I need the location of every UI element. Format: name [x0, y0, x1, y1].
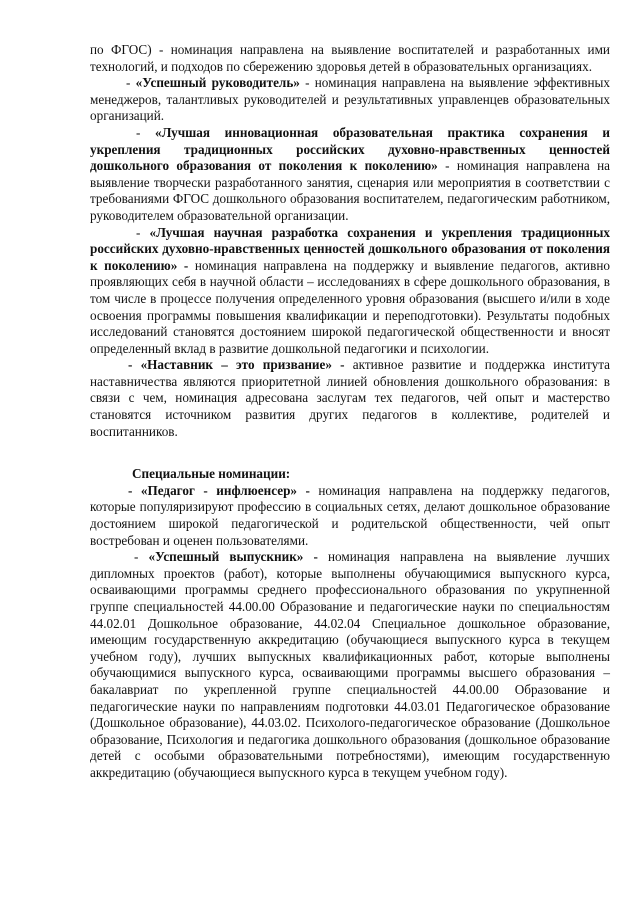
- nomination-title: «Лучшая инновационная образовательная практика сохранения и укрепления традиционных российских духовно-нравственных ценностей дошкольного образования от поколения к поколению»: [90, 124, 610, 174]
- nomination-description: - номинация направлена на выявление эффективных менеджеров, талантливых руководителей и результативных управленцев образовательных организаций.: [90, 75, 610, 124]
- nomination-dash: -: [134, 549, 149, 565]
- special-nominations-heading: Специальные номинации:: [132, 466, 291, 482]
- nomination-title: «Успешный выпускник» -: [148, 549, 318, 565]
- nomination-dash: -: [136, 124, 156, 140]
- nomination-description: активное развитие и поддержка института наставничества являются приоритетной линией обновления дошкольного образования: в связи с чем, номинация адресована заслугам тех педагогов, чей опыт и мастерство становятся источником развития других педагогов в коллективе, родителей и воспитанников.: [90, 357, 610, 439]
- nomination-title: «Успешный руководитель»: [135, 75, 300, 91]
- nomination-title: - «Наставник – это призвание» -: [128, 357, 345, 373]
- nomination-innovative-practice: [90, 125, 610, 225]
- nomination-description: - номинация направлена на выявление творчески разработанного занятия, сценария или мероприятия в соответствии с требованиями ФГОС дошкольного образования воспитателем, педагогическим работником, руководителем образовательной организации.: [90, 158, 610, 223]
- nomination-description: номинация направлена на поддержку и выявление педагогов, активно проявляющих себя в научной области – исследованиях в сфере дошкольного образования, в том числе в процессе получения определенного уровня образования (высшего и/или в ходе освоения программы повышения квалификации и переподготовки). Результаты подобных исследований становятся достоянием широкой педагогической общественности и вносят определенный вклад в развитие дошкольной педагогики и психологии.: [90, 257, 610, 356]
- nomination-successful-manager: [90, 75, 610, 125]
- nomination-dash: -: [136, 224, 150, 240]
- nomination-scientific-development: [90, 225, 610, 358]
- nomination-title: «Лучшая научная разработка сохранения и укрепления традиционных российских духовно-нравственных ценностей дошкольного образования от поколения к поколению» -: [90, 224, 610, 273]
- section-spacer: [90, 440, 610, 466]
- nomination-successful-graduate: [90, 549, 610, 781]
- paragraph-fgos-continuation: [90, 42, 610, 75]
- document-body: [90, 42, 610, 782]
- nomination-teacher-influencer: [90, 483, 610, 549]
- nomination-title: - «Педагог - инфлюенсер» -: [128, 482, 310, 498]
- paragraph-text: по ФГОС) - номинация направлена на выявление воспитателей и разработанных ими технологий, и подходов по сбережению здоровья детей в образовательных организациях.: [90, 42, 610, 74]
- nomination-mentor: [90, 357, 610, 440]
- nomination-description: номинация направлена на поддержку педагогов, которые популяризируют профессию в социальных сетях, делают дошкольное образование достоянием широкой педагогической и родительской общественности, чей опыт востребован и оценен пользователями.: [90, 482, 610, 548]
- nomination-dash: -: [126, 75, 136, 91]
- nomination-description: номинация направлена на выявление лучших дипломных проектов (работ), которые выполнены обучающимися выпускного курса, осваивающими программы среднего профессионального образования по укрупненной группе специальностей 44.00.00 Образование и педагогические науки по специальностям 44.02.01 Дошкольное образование, 44.02.04 Специальное дошкольное образование, имеющим государственную аккредитацию (обучающиеся выпускного курса в текущем учебном году), лучших выпускных квалификационных работ, которые выполнены обучающимися выпускного курса, осваивающими программы высшего образования – бакалавриат по укрепленной группе специальностей 44.00.00 Образование и педагогические науки по направлениям подготовки 44.03.01 Педагогическое образование (Дошкольное образование), 44.03.02. Психолого-педагогическое образование (Дошкольное образование, Психология и педагогика дошкольного образования (дошкольное образование детей с особыми образовательными потребностями), имеющим государственную аккредитацию (обучающиеся выпускного курса в текущем учебном году).: [90, 549, 610, 780]
